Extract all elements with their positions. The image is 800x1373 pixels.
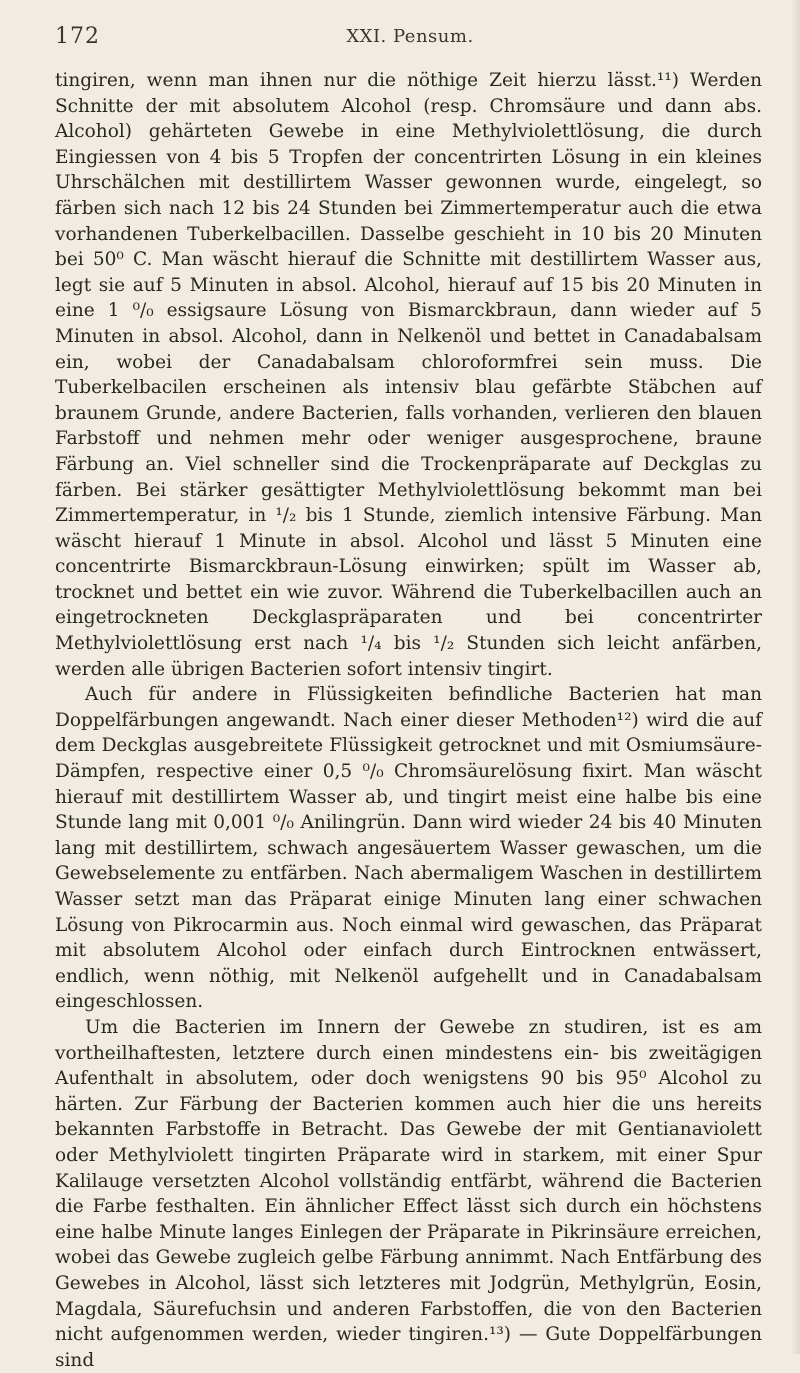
running-title: XXI. Pensum. bbox=[346, 26, 474, 47]
page-header bbox=[55, 24, 765, 54]
paragraph-2: Auch für andere in Flüssigkeiten befindliche Bacterien hat man Doppelfärbungen angewandt. Nach einer dieser Methoden¹²) wird die auf dem Deckglas ausgebreitete Flüssigkeit getrocknet und mit Osmiumsäure-Dämpfen, respective einer 0,5 ⁰/₀ Chromsäurelösung fixirt. Man wäscht hierauf mit destillirtem Wasser ab, und tingirt meist eine halbe bis eine Stunde lang mit 0,001 ⁰/₀ Anilingrün. Dann wird wieder 24 bis 40 Minuten lang mit destillirtem, schwach angesäuertem Wasser gewaschen, um die Gewebselemente zu entfärben. Nach abermaligem Waschen in destillirtem Wasser setzt man das Präparat einige Minuten lang einer schwachen Lösung von Pikrocarmin aus. Noch einmal wird gewaschen, das Präparat mit absolutem Alcohol oder einfach durch Eintrocknen entwässert, endlich, wenn nöthig, mit Nelkenöl aufgehellt und in Canadabalsam eingeschlossen. bbox=[55, 684, 762, 1013]
page-number: 172 bbox=[55, 24, 100, 49]
page-edge-shadow bbox=[791, 0, 800, 1354]
paragraph-3: Um die Bacterien im Innern der Gewebe zn studiren, ist es am vortheilhaftesten, letztere durch einen mindestens ein- bis zweitägigen Aufenthalt in absolutem, oder doch wenigstens 90 bis 95⁰ Alcohol zu härten. Zur Färbung der Bacterien kommen auch hier die uns hereits bekannten Farbstoffe in Betracht. Das Gewebe der mit Gentianaviolett oder Methylviolett tingirten Präparate wird in starkem, mit einer Spur Kalilauge versetzten Alcohol vollständig entfärbt, während die Bacterien die Farbe festhalten. Ein ähnlicher Effect lässt sich durch ein höchstens eine halbe Minute langes Einlegen der Präparate in Pikrinsäure erreichen, wobei das Gewebe zugleich gelbe Färbung annimmt. Nach Entfärbung des Gewebes in Alcohol, lässt sich letzteres mit Jodgrün, Methylgrün, Eosin, Magdala, Säurefuchsin und anderen Farbstoffen, die von den Bacterien nicht aufgenommen werden, wieder tingiren.¹³) — Gute Doppelfärbungen sind bbox=[55, 1016, 762, 1371]
paragraph-1: tingiren, wenn man ihnen nur die nöthige Zeit hierzu lässt.¹¹) Werden Schnitte der mit absolutem Alcohol (resp. Chromsäure und dann abs. Alcohol) gehärteten Gewebe in eine Methylviolettlösung, die durch Eingiessen von 4 bis 5 Tropfen der concentrirten Lösung in ein kleines Uhrschälchen mit destillirtem Wasser gewonnen wurde, eingelegt, so färben sich nach 12 bis 24 Stunden bei Zimmertemperatur auch die etwa vorhandenen Tuberkelbacillen. Dasselbe geschieht in 10 bis 20 Minuten bei 50⁰ C. Man wäscht hierauf die Schnitte mit destillirtem Wasser aus, legt sie auf 5 Minuten in absol. Alcohol, hierauf auf 15 bis 20 Minuten in eine 1 ⁰/₀ essigsaure Lösung von Bismarckbraun, dann wieder auf 5 Minuten in absol. Alcohol, dann in Nelkenöl und bettet in Canadabalsam ein, wobei der Canadabalsam chloroformfrei sein muss. Die Tuberkelbacilen erscheinen als intensiv blau gefärbte Stäbchen auf braunem Grunde, andere Bacterien, falls vorhanden, verlieren den blauen Farbstoff und nehmen mehr oder weniger ausgesprochene, braune Färbung an. Viel schneller sind die Trockenpräparate auf Deckglas zu färben. Bei stärker gesättigter Methylviolettlösung bekommt man bei Zimmertemperatur, in ¹/₂ bis 1 Stunde, ziemlich intensive Färbung. Man wäscht hierauf 1 Minute in absol. Alcohol und lässt 5 Minuten eine concentrirte Bismarckbraun-Lösung einwirken; spült im Wasser ab, trocknet und bettet ein wie zuvor. Während die Tuberkelbacillen auch an eingetrockneten Deckglaspräparaten und bei concentrirter Methylviolettlösung erst nach ¹/₄ bis ¹/₂ Stunden sich leicht anfärben, werden alle übrigen Bacterien sofort intensiv tingirt. bbox=[55, 70, 762, 680]
body-text bbox=[55, 68, 762, 1373]
